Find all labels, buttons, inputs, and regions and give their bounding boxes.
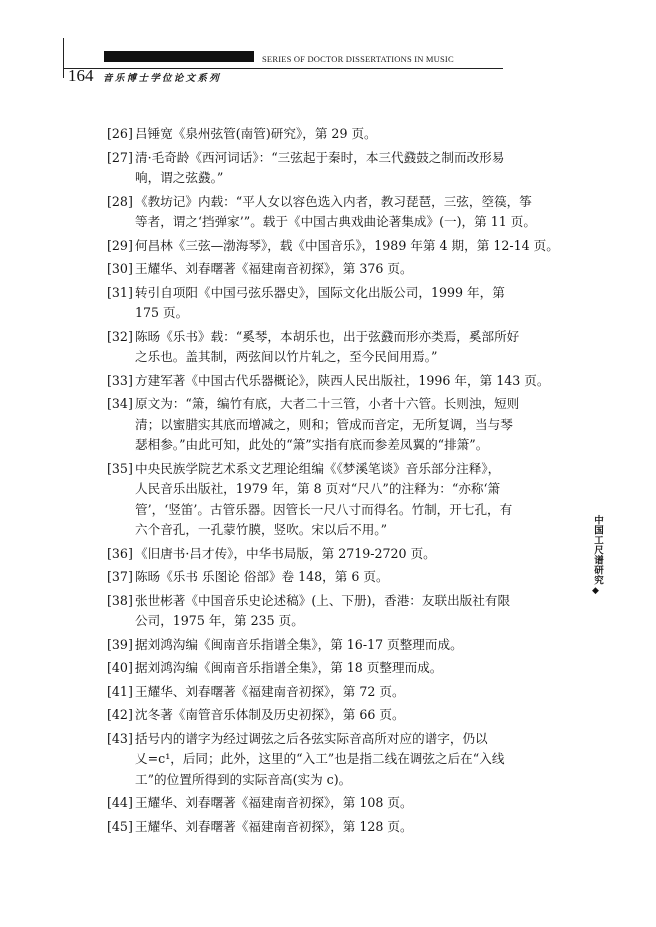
endnote-text: 王耀华、刘春曙著《福建南音初探》，第 376 页。 xyxy=(135,261,413,276)
endnote-item xyxy=(107,327,570,368)
endnote-number: [29] xyxy=(107,237,133,253)
endnote-number: [33] xyxy=(107,372,133,388)
header-black-bar xyxy=(104,51,254,62)
endnote-text: 吕锤宽《泉州弦管(南管)研究》，第 29 页。 xyxy=(135,126,377,141)
endnote-text: 王耀华、刘春曙著《福建南音初探》，第 108 页。 xyxy=(135,795,413,810)
endnote-number: [37] xyxy=(107,569,133,584)
endnote-item xyxy=(107,635,570,656)
endnote-item xyxy=(107,682,570,703)
endnote-number: [41] xyxy=(107,683,133,699)
endnote-number: [40] xyxy=(107,660,133,675)
endnote-item xyxy=(107,459,570,541)
endnote-number: [32] xyxy=(107,328,133,344)
endnote-text: 王耀华、刘春曙著《福建南音初探》，第 128 页。 xyxy=(135,818,413,834)
endnote-number: [27] xyxy=(107,149,133,165)
endnote-item xyxy=(107,371,570,392)
endnote-item xyxy=(107,591,570,632)
endnote-item xyxy=(107,148,570,189)
series-title-chinese: 音乐博士学位论文系列 xyxy=(103,73,222,84)
endnote-item xyxy=(107,236,570,257)
endnote-text: 清·毛奇龄《西河词话》：“三弦起于秦时，本三代鼗鼓之制而改形易 响，谓之弦鼗。” xyxy=(135,149,505,185)
endnote-text: 据刘鸿沟编《闽南音乐指谱全集》，第 18 页整理而成。 xyxy=(135,660,443,675)
page-number: 164 xyxy=(68,66,94,85)
endnote-number: [42] xyxy=(107,707,133,722)
header-rule xyxy=(63,68,503,69)
endnote-number: [44] xyxy=(107,795,133,810)
endnote-text: 转引自项阳《中国弓弦乐器史》，国际文化出版公司，1999 年，第 175 页。 xyxy=(135,284,505,320)
endnote-text: 据刘鸿沟编《闽南音乐指谱全集》，第 16-17 页整理而成。 xyxy=(135,636,463,652)
endnote-item xyxy=(107,544,570,565)
endnote-text: 沈冬著《南管音乐体制及历史初探》，第 66 页。 xyxy=(135,707,405,722)
margin-vertical-rule xyxy=(63,38,64,78)
endnote-text: 何昌林《三弦—渤海琴》，载《中国音乐》，1989 年第 4 期，第 12-14 页。 xyxy=(135,237,559,253)
endnote-number: [45] xyxy=(107,818,133,834)
endnote-number: [43] xyxy=(107,730,133,746)
series-title-english: SERIES OF DOCTOR DISSERTATIONS IN MUSIC xyxy=(262,54,454,64)
endnote-text: 括号内的谱字为经过调弦之后各弦实际音高所对应的谱字，仍以 乂=c¹，后同；此外，这里的“入工”也是指二线在调弦之后在“入线 工”的位置所得到的实际音高(实为 c)。 xyxy=(135,730,505,787)
endnote-item xyxy=(107,793,570,814)
endnote-item xyxy=(107,567,570,588)
endnote-text: 王耀华、刘春曙著《福建南音初探》，第 72 页。 xyxy=(135,683,405,699)
endnote-item xyxy=(107,729,570,791)
endnote-text: 原文为：“箫，编竹有底，大者二十三管，小者十六管。长则浊，短则 清；以蜜腊实其底而增减之，则和；管成而音定，无所复调，当与琴 瑟相参。”由此可知，此处的“箫”实指有底而参差凤翼的“排箫”。 xyxy=(135,396,520,452)
diamond-marker-icon: ◆ xyxy=(592,586,599,596)
endnote-number: [35] xyxy=(107,460,133,476)
endnote-number: [38] xyxy=(107,592,133,608)
endnote-text: 陈旸《乐书 乐图论 俗部》卷 148，第 6 页。 xyxy=(135,569,389,584)
endnote-number: [39] xyxy=(107,636,133,652)
endnote-number: [31] xyxy=(107,284,133,300)
endnote-text: 《教坊记》内载：“平人女以容色选入内者，教习琵琶，三弦，箜篌，筝 等者，谓之‘挡弹家’”。载于《中国古典戏曲论著集成》(一)，第 11 页。 xyxy=(135,193,536,229)
endnote-item xyxy=(107,705,570,726)
endnote-text: 《旧唐书·吕才传》，中华书局版，第 2719-2720 页。 xyxy=(135,545,436,561)
endnote-text: 中央民族学院艺术系文艺理论组编《《梦溪笔谈》音乐部分注释》， 人民音乐出版社，1979 年，第 8 页对“尺八”的注释为：“亦称‘箫 管’，‘竖笛’。古管乐器。因管长一尺八寸而得名。竹制，开七孔，有 六个音孔，一孔蒙竹膜，竖吹。宋以后不用。” xyxy=(135,460,513,537)
endnote-item xyxy=(107,259,570,280)
endnote-number: [28] xyxy=(107,193,133,209)
side-running-title: 中国工尺谱研究 xyxy=(592,515,603,585)
endnote-number: [34] xyxy=(107,396,133,411)
endnote-item xyxy=(107,124,570,145)
endnote-number: [26] xyxy=(107,126,133,141)
endnote-number: [30] xyxy=(107,261,133,276)
endnote-number: [36] xyxy=(107,545,133,561)
endnote-text: 方建军著《中国古代乐器概论》，陕西人民出版社，1996 年，第 143 页。 xyxy=(135,372,550,388)
endnote-item xyxy=(107,283,570,324)
endnote-item xyxy=(107,817,570,838)
endnotes-list xyxy=(107,124,570,840)
endnote-item xyxy=(107,658,570,679)
endnote-text: 陈旸《乐书》载：“奚琴，本胡乐也，出于弦鼗而形亦类焉，奚部所好 之乐也。盖其制，两弦间以竹片轧之，至今民间用焉。” xyxy=(135,328,520,364)
endnote-item xyxy=(107,192,570,233)
endnote-item xyxy=(107,394,570,456)
endnote-text: 张世彬著《中国音乐史论述稿》(上、下册)，香港：友联出版社有限 公司，1975 年，第 235 页。 xyxy=(135,592,511,628)
